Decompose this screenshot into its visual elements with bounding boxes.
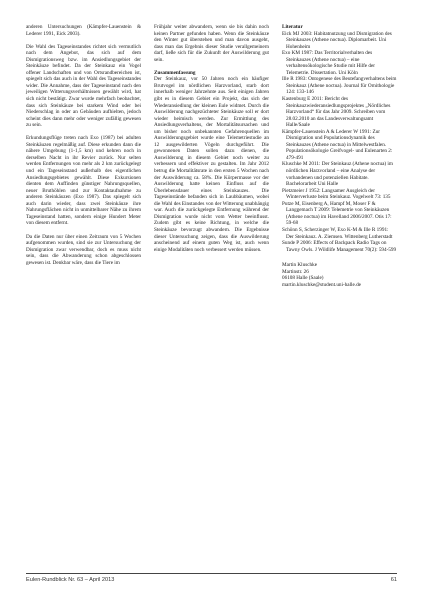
address-line: 06108 Halle (Saale) [282,275,324,282]
reference-entry: Kluschke M 2011: Der Steinkauz (Athene noctua) im nördlichen Harzvorland – eine Analyse der vorhandenen und potenziellen Habitate. Bachelorarbeit Uni Halle [282,161,393,188]
address-line: Martin Kluschke [282,262,318,269]
author-address [282,262,397,288]
journal-footer: Eulen-Rundblick Nr. 63 – April 2013 [26,577,115,583]
reference-entry: Exo KM 1987: Das Territorialverhalten des Steinkauzes (Athene noctua) – eine verhaltensökologische Studie mit Hilfe der Telemetrie. Dissertation. Uni Köln [282,50,376,76]
reference-entry: Schönn S, Scherzinger W, Exo K-M & Ille R 1991: Der Steinkauz. A. Ziemsen. Wittenberg Lutherstadt [282,226,393,240]
reference-entry: Putze M, Eisenberg A, Hampf M, Moser F & Langgemach T 2009: Telemetrie von Steinkäuzen (Athene noctua) im Havelland 2006/2007. Otis 17: 59-68 [282,200,392,227]
author-email[interactable]: martin.kluschke@student.uni-halle.de [282,281,361,288]
references-column [282,24,397,288]
left-paragraph: Da die Daten nur über einen Zeitraum von 5 Wochen aufgenommen wurden, sind sie zur Untersuchung der Dismigration zwar verwendbar, doch es muss nicht sein, dass die Abwanderung schon abgeschlossen gewesen ist. Denkbar wäre, dass die Tiere im [26,233,141,266]
footer-rule [26,573,397,574]
reference-list [282,31,397,254]
reference-entry: Eick MJ 2003: Habitatnutzung und Dismigration des Steinkauzes (Athene noctua). Diplomarbeit. Uni Hohenheim [282,30,392,50]
references-heading: Literatur [282,24,303,30]
address-line: Martinstr. 26 [282,268,309,275]
text-column-left [26,24,141,266]
text-column-middle [154,24,269,253]
summary-heading: Zusammenfassung [154,69,196,76]
left-paragraph: anderen Untersuchungen (Kämpfer-Lauenstein & Lederer 1991, Eick 2003). [26,24,141,37]
summary-paragraph: Der Steinkauz, vor 50 Jahren noch ein häufiger Brutvogel im nördlichen Harzvorland, starb dort innerhalb weniger Jahrzehnte aus. Seit einigen Jahren gibt es in diesem Gebiet ein Projekt, das sich der Wiederansiedlung der kleinen Eule widmet. Durch die Auswilderung nachgezüchteter Steinkäuze soll er dort wieder heimisch werden. Zur Ermittlung des Ansiedlungsverhaltens, der Mortalitätsursachen und um bisher noch unbekannten Gefahrenquellen im Auswilderungsgebiet wurde eine Telemetriestudie an 12 ausgewilderten Vögeln durchgeführt. Die gewonnenen Daten sollen dazu dienen, die Auswilderung in diesem Gebiet noch weiter zu verbessern und effektiver zu gestalten. Im Jahr 2012 betrug die Mortalitätsrate in den ersten 5 Wochen nach der Auswilderung ca. 58%. Die Körpermasse vor der Auswilderung hatte keinen Einfluss auf die Überlebensdauer eines Steinkauzes. Die Tageseinstände befanden sich in Laubbäumen, wobei die Wahl des Einstandes von der Witterung unabhängig war. Auch die zurückgelegte Entfernung während der Dismigration wurde nicht vom Wetter beeinflusst. Zudem gibt es keine Richtung, in welche die Steinkäuze bevorzugt abwandern. Die Ergebnisse dieser Untersuchung zeigen, dass die Auswilderung anscheinend auf einem guten Weg ist, auch wenn einige Modalitäten noch verbessert werden müssen. [154,76,269,253]
page-number: 61 [390,577,397,583]
reference-entry: Sunde P 2006: Effects of Backpack Radio Tags on Tawny Owls. J Wildlife Management 70(2): 594-599 [282,240,397,253]
reference-entry: Kastenburg E 2011: Bericht des Steinkauzwiederansiedlungsprojektes „Nördliches Harzvorland“ für das Jahr 2009. Schreiben vom 28.02.2010 an das Landesverwaltungsamt Halle/Saale [282,96,391,129]
summary-paragraph: Frühjahr weiter abwandern, wenn sie bis dahin noch keinen Partner gefunden haben. Wenn die Steinkäuze den Winter gut überstehen und man davon ausgeht, dass man das Ergebnis dieser Studie verallgemeinern darf, ließe sich für die Zukunft der Auswilderung gut sein. [154,24,269,63]
left-paragraph: Erkundungsflüge treten nach Exo (1987) bei adulten Steinkäuzen regelmäßig auf. Diese erkunden dann die nähere Umgebung (1-1,5 km) und kehren noch in derselben Nacht in ihr Revier zurück. Nur selten werden Entfernungen von mehr als 2 km zurückgelegt und ein Tageseinstand außerhalb des eigentlichen Ansiedlungsgebietes gewählt. Diese Exkursionen dienten dem Auffinden günstiger Nahrungsquellen, neuer Bruthöhlen und zur Kontaktaufnahme zu anderen Steinkäuzen (Exo 1987). Das spiegelt sich auch darin wieder, dass zwei Steinkäuze ihre Nahrungsflächen nicht in unmittelbarer Nähe zu ihrem Tageseinstand hatten, sondern einige Hundert Meter von diesem entfernt. [26,135,141,227]
reference-entry: Kämpfer-Lauenstein A & Lederer W 1991: Zur Dismigration und Populationsdynamik des Steinkauzes (Athene noctua) in Mittelwestfalen. Populationsökologie Greifvogel- und Eulenarten 2: 479-491 [282,128,393,161]
reference-entry: Pietzmeier J 1952: Langsamer Ausgleich der Winterverluste beim Steinkauz. Vogelwelt 73: 135 [282,187,391,201]
left-paragraph: Die Wahl des Tageseinstandes richtet sich vermutlich nach dem Angebot, das sich auf dem Dismigrationsweg bzw. im Ansiedlungsgebiet der Steinkäuze befindet. Da der Steinkauz ein Vogel offener Landschaften und von Ortsrandbereichen ist, spiegelt sich das auch in der Wahl des Tageseinstandes wider. Die Annahme, dass der Tageseinstand nach den jeweiligen Witterungsverhältnissen gewählt wird, hat sich nicht bestätigt. Zwar wurde mehrfach beobachtet, dass sich Steinkäuze bei starkem Wind oder bei Niederschlag in oder an Gebäuden aufhielten, jedoch scheint dies dann mehr oder weniger zufällig gewesen zu sein. [26,43,141,129]
reference-entry: Ille R 1983: Ontogenese des Beutefangverhaltens beim Steinkauz (Athene noctua). Journal für Ornithologie 124: 133-146 [282,76,397,96]
